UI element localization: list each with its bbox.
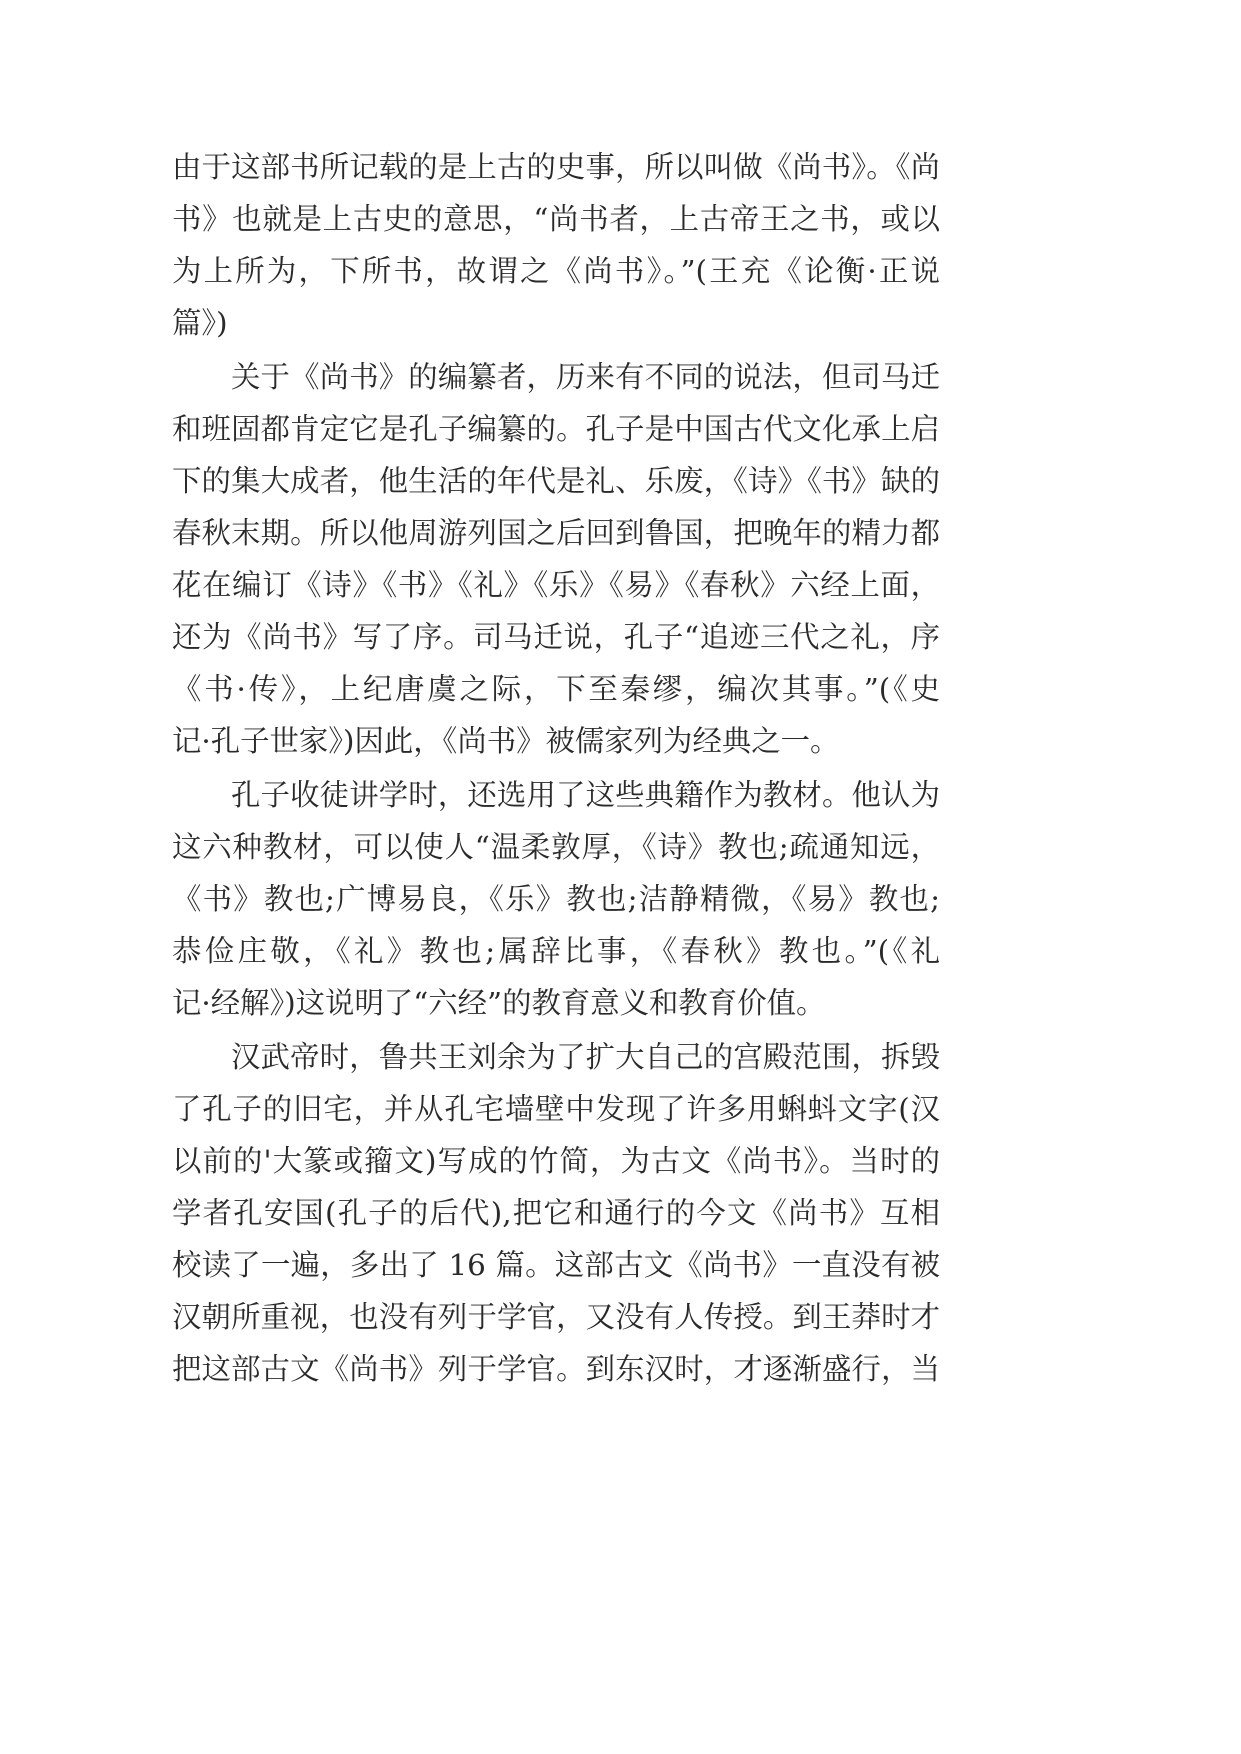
text-line [172, 403, 940, 455]
paragraph [172, 1031, 940, 1395]
text-line-content: 《书》教也;广博易良，《乐》教也;洁静精微，《易》教也; [172, 882, 940, 916]
paragraph [172, 351, 940, 767]
text-line-content: 以前的'大篆或籀文)写成的竹简，为古文《尚书》。当时的 [172, 1144, 940, 1178]
text-line-content: 恭俭庄敬，《礼》教也;属辞比事，《春秋》教也。”(《礼 [172, 934, 940, 968]
text-line [172, 925, 940, 977]
text-line-content: 篇》) [172, 306, 228, 340]
text-line [172, 455, 940, 507]
text-line [172, 1239, 940, 1291]
text-line-content: 和班固都肯定它是孔子编纂的。孔子是中国古代文化承上启 [172, 412, 940, 446]
text-line [172, 1291, 940, 1343]
text-line-content: 由于这部书所记载的是上古的史事，所以叫做《尚书》。《尚 [172, 150, 940, 184]
text-line [172, 611, 940, 663]
text-line [172, 1031, 940, 1083]
text-line [172, 977, 940, 1029]
text-line [172, 141, 940, 193]
text-line-content: 孔子收徒讲学时，还选用了这些典籍作为教材。他认为 [231, 778, 940, 812]
text-line-content: 为上所为，下所书，故谓之《尚书》。”(王充《论衡·正说 [172, 254, 940, 288]
text-line-content: 记·经解》)这说明了“六经”的教育意义和教育价值。 [172, 986, 826, 1020]
text-line [172, 873, 940, 925]
text-line-content: 汉武帝时，鲁共王刘余为了扩大自己的宫殿范围，拆毁 [231, 1040, 940, 1074]
text-line [172, 1343, 940, 1395]
text-line-content: 学者孔安国(孔子的后代),把它和通行的今文《尚书》互相 [172, 1196, 940, 1230]
text-line [172, 1187, 940, 1239]
text-line [172, 821, 940, 873]
body-text [172, 141, 940, 1397]
text-line-content: 了孔子的旧宅，并从孔宅墙壁中发现了许多用蝌蚪文字(汉 [172, 1092, 940, 1126]
text-line-content: 还为《尚书》写了序。司马迁说，孔子“追迹三代之礼，序 [172, 620, 940, 654]
text-line-content: 记·孔子世家》)因此，《尚书》被儒家列为经典之一。 [172, 724, 840, 758]
paragraph [172, 769, 940, 1029]
paragraph [172, 141, 940, 349]
text-line-content: 《书·传》，上纪唐虞之际，下至秦缪，编次其事。”(《史 [172, 672, 940, 706]
text-line [172, 1135, 940, 1187]
text-line-content: 这六种教材，可以使人“温柔敦厚，《诗》教也;疏通知远， [172, 830, 940, 864]
text-line [172, 1083, 940, 1135]
text-line-content: 书》也就是上古史的意思，“尚书者，上古帝王之书，或以 [172, 202, 940, 236]
text-line [172, 193, 940, 245]
text-line [172, 715, 940, 767]
text-line [172, 559, 940, 611]
text-line [172, 663, 940, 715]
text-line [172, 507, 940, 559]
text-line-content: 关于《尚书》的编纂者，历来有不同的说法，但司马迁 [231, 360, 940, 394]
text-line [172, 297, 940, 349]
text-line [172, 769, 940, 821]
text-line [172, 351, 940, 403]
text-line-content: 汉朝所重视，也没有列于学官，又没有人传授。到王莽时才 [172, 1300, 940, 1334]
text-line-content: 花在编订《诗》《书》《礼》《乐》《易》《春秋》六经上面， [172, 568, 940, 602]
text-line-content: 把这部古文《尚书》列于学官。到东汉时，才逐渐盛行，当 [172, 1352, 940, 1386]
text-line-content: 校读了一遍，多出了 16 篇。这部古文《尚书》一直没有被 [172, 1248, 940, 1282]
text-line-content: 下的集大成者，他生活的年代是礼、乐废，《诗》《书》缺的 [172, 464, 940, 498]
text-line-content: 春秋末期。所以他周游列国之后回到鲁国，把晚年的精力都 [172, 516, 940, 550]
text-line [172, 245, 940, 297]
